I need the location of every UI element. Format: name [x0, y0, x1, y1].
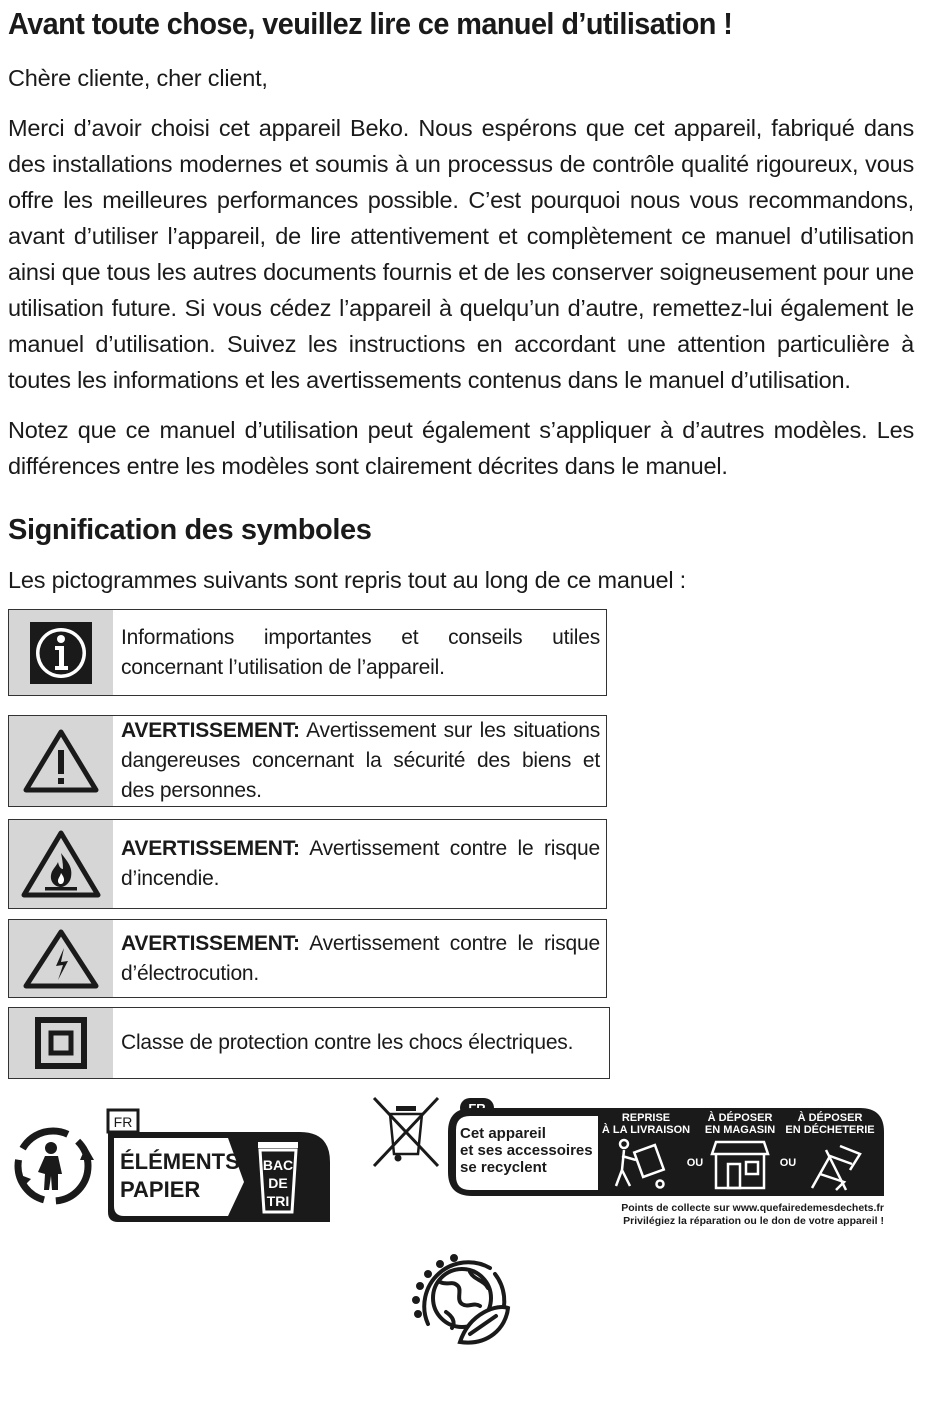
svg-text:REPRISE: REPRISE: [621, 1112, 671, 1124]
double-insulation-icon: [9, 1008, 113, 1078]
electric-warning-icon: [9, 920, 113, 997]
symbols-lead: Les pictogrammes suivants sont repris tout au long de ce manuel :: [8, 567, 687, 593]
recycle-main-2: et ses accessoires: [460, 1142, 593, 1159]
svg-text:OU: OU: [779, 1157, 797, 1169]
svg-text:À DÉPOSER: À DÉPOSER: [707, 1112, 773, 1124]
symbol-row-warning: [8, 715, 607, 807]
recycle-main-1: Cet appareil: [460, 1125, 546, 1142]
svg-text:BAC: BAC: [262, 1157, 294, 1173]
recycling-footer-1: Points de collecte sur www.quefairedemesdechets.fr: [621, 1202, 884, 1214]
triman-line1: ÉLÉMENTS: [120, 1149, 240, 1174]
symbol-text: AVERTISSEMENT: Avertissement contre le risque d’électrocution.: [121, 931, 600, 985]
manual-page: [8, 0, 914, 598]
intro-paragraph: Merci d’avoir choisi cet appareil Beko. Nous espérons que cet appareil, fabriqué dans des installations modernes et soumis à un processus de contrôle qualité rigoureux, vous offre les meilleures performances possible. C’est pourquoi nous vous recommandons, avant d’utiliser l’appareil, de lire attentivement et complètement ce manuel d’utilisation ainsi que tous les autres documents fournis et de les conserver soigneusement pour une utilisation future. Si vous cédez l’appareil à quelqu’un d’autre, remettez-lui également le manuel d’utilisation. Suivez les instructions en accordant une attention particulière à toutes les informations et les avertissements contenus dans le manuel d’utilisation.: [8, 115, 914, 393]
triman-icon: [18, 1131, 94, 1201]
country-code: FR: [113, 1114, 133, 1130]
symbol-row-info: [8, 609, 607, 696]
svg-text:À DÉPOSER: À DÉPOSER: [797, 1112, 863, 1124]
symbol-row-fire: [8, 819, 607, 909]
fire-warning-icon: [9, 820, 113, 908]
page-title: Avant toute chose, veuillez lire ce manuel d’utilisation !: [8, 6, 733, 41]
symbol-text: AVERTISSEMENT: Avertissement contre le risque d’incendie.: [121, 837, 600, 890]
symbols-heading: Signification des symboles: [8, 514, 372, 546]
triman-line2: PAPIER: [120, 1177, 201, 1202]
info-icon: [9, 610, 113, 695]
sorting-info-badge: [108, 1110, 330, 1222]
svg-text:EN MAGASIN: EN MAGASIN: [704, 1124, 776, 1136]
svg-text:À LA LIVRAISON: À LA LIVRAISON: [601, 1124, 691, 1136]
recycling-footer-2: Privilégiez la réparation ou le don de votre appareil !: [623, 1215, 884, 1227]
symbol-text: Classe de protection contre les chocs électriques.: [121, 1031, 574, 1054]
eco-globe-leaf-icon: [414, 1256, 508, 1343]
recycle-main-3: se recyclent: [460, 1159, 547, 1176]
symbol-row-electric: [8, 919, 607, 998]
svg-text:TRI: TRI: [266, 1193, 290, 1209]
svg-text:DE: DE: [268, 1175, 288, 1191]
symbol-row-protection-class: [8, 1007, 610, 1079]
recycling-logos: [0, 1090, 950, 1402]
svg-text:OU: OU: [686, 1157, 704, 1169]
crossed-bin-icon: [374, 1098, 438, 1166]
warning-icon: [9, 716, 113, 806]
note-paragraph: Notez que ce manuel d’utilisation peut également s’appliquer à d’autres modèles. Les différences entre les modèles sont clairement décrites dans le manuel.: [8, 417, 914, 479]
symbol-text: Informations importantes et conseils utiles concernant l’utilisation de l’appareil.: [121, 625, 600, 679]
symbol-text: AVERTISSEMENT: Avertissement sur les situations dangereuses concernant la sécurité des biens et des personnes.: [121, 719, 600, 802]
svg-text:EN DÉCHETERIE: EN DÉCHETERIE: [785, 1124, 875, 1136]
greeting: Chère cliente, cher client,: [8, 65, 268, 91]
recycling-info-banner: [448, 1098, 884, 1227]
